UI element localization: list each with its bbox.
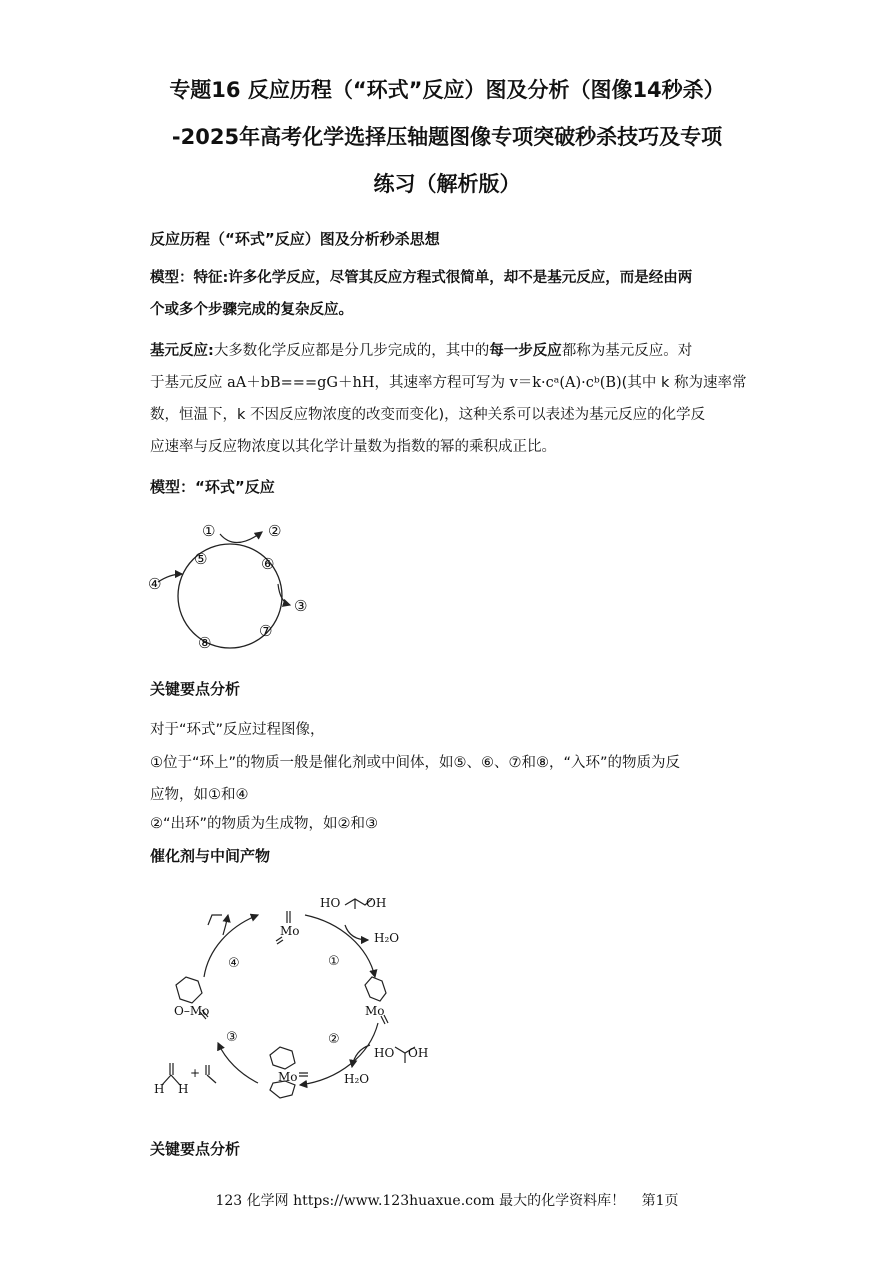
key-point-1 [150, 747, 750, 811]
cycle-label-5: ⑤ [194, 550, 208, 568]
footer-page-number: 第1页 [641, 1193, 679, 1209]
formaldehyde-h-left: H [154, 1082, 165, 1096]
section-heading: 反应历程（“环式”反应）图及分析秒杀思想 [150, 230, 440, 248]
diol-top-oh: OH [366, 896, 387, 910]
arrow-1-2 [220, 532, 262, 543]
step-4-label: ④ [228, 956, 240, 971]
step-1-label: ① [328, 954, 340, 969]
cycle-label-6: ⑥ [261, 555, 275, 573]
propene-shape [208, 915, 222, 925]
h2o-right: H₂O [344, 1072, 370, 1086]
title-line-1: 专题16 反应历程（“环式”反应）图及分析（图像14秒杀） [169, 78, 725, 102]
mo-top-oxo [287, 911, 290, 923]
acetaldehyde-co [206, 1065, 209, 1075]
ring-right [365, 977, 386, 1001]
key-analysis-heading-1: 关键要点分析 [150, 680, 241, 698]
arrow-h2o-2 [352, 1045, 370, 1067]
arc-step-1 [305, 915, 375, 977]
mo-bottom-label: Mo [278, 1070, 298, 1084]
elementary-text-4: 应速率与反应物浓度以其化学计量数为指数的幂的乘积成正比。 [150, 439, 556, 455]
title-line-2: -2025年高考化学选择压轴题图像专项突破秒杀技巧及专项 [171, 125, 723, 149]
mo-right-label: Mo [365, 1004, 385, 1018]
elementary-text-1: 大多数化学反应都是分几步完成的，其中的 [213, 343, 490, 359]
key-point-1-b: 应物，如①和④ [150, 787, 249, 803]
catalyst-heading: 催化剂与中间产物 [150, 847, 271, 865]
arc-step-3 [218, 1043, 258, 1083]
h2o-top: H₂O [374, 931, 400, 945]
footer-site: 123 化学网 https://www.123huaxue.com 最大的化学资料库！ [215, 1193, 626, 1209]
model-paragraph [150, 262, 750, 326]
key-analysis-intro: 对于“环式”反应过程图像， [150, 722, 325, 738]
elementary-text-2-end: (其中 k 称为速率常 [621, 375, 747, 391]
formaldehyde-co [170, 1063, 173, 1075]
model-label: 模型：特征: [150, 270, 229, 286]
formaldehyde-h-right: H [178, 1082, 189, 1096]
key-point-1-a: ①位于“环上”的物质一般是催化剂或中间体，如⑤、⑥、⑦和⑧，“入环”的物质为反 [150, 755, 681, 771]
page-footer [0, 1190, 894, 1210]
elementary-bold: 每一步反应 [489, 343, 562, 359]
cycle-label-3: ③ [294, 597, 308, 615]
elementary-equation: aA＋bB===gG＋hH [227, 375, 375, 391]
cycle-diagram [140, 512, 330, 662]
mo-bottom-oxo [299, 1073, 308, 1076]
arrow-propene-out [223, 915, 228, 935]
rate-equation: v＝k·cᵃ(A)·cᵇ(B) [509, 375, 622, 391]
title-line-3: 练习（解析版） [373, 172, 521, 196]
elementary-text-2-mid: ，其速率方程可写为 [374, 375, 510, 391]
mo-top-label: Mo [280, 924, 300, 938]
catalyst-diagram [140, 885, 440, 1125]
model-text-a: 许多化学反应，尽管其反应方程式很简单，却不是基元反应，而是经由两 [228, 270, 693, 286]
key-point-2: ②“出环”的物质为生成物，如②和③ [150, 816, 379, 832]
elementary-label: 基元反应: [150, 343, 214, 359]
arrow-4-in [158, 574, 182, 582]
elementary-text-1-end: 都称为基元反应。对 [561, 343, 693, 359]
mo-left-label: O–Mo [174, 1004, 210, 1018]
mo-top-oxo-2 [276, 937, 283, 944]
cycle-label-1: ① [202, 522, 216, 540]
ring-left [176, 977, 202, 1003]
cycle-label-4: ④ [148, 575, 162, 593]
plus-sign: + [190, 1066, 201, 1080]
model-text-b: 个或多个步骤完成的复杂反应。 [150, 302, 353, 318]
step-3-label: ③ [226, 1030, 238, 1045]
step-2-label: ② [328, 1032, 340, 1047]
arrow-h2o-1 [345, 925, 368, 940]
diol-right-oh: OH [408, 1046, 429, 1060]
cycle-label-7: ⑦ [259, 622, 273, 640]
arrow-3-out [278, 584, 290, 605]
cycle-label-8: ⑧ [198, 634, 212, 652]
key-analysis-heading-2: 关键要点分析 [150, 1140, 241, 1158]
cycle-label-2: ② [268, 522, 282, 540]
elementary-text-2-pre: 于基元反应 [150, 375, 228, 391]
model2-heading: 模型：“环式”反应 [150, 478, 275, 496]
elementary-text-3: 数，恒温下，k 不因反应物浓度的改变而变化)，这种关系可以表述为基元反应的化学反 [150, 407, 706, 423]
acetaldehyde-cc [207, 1075, 216, 1083]
elementary-paragraph [150, 335, 750, 463]
diol-right-ho: HO [374, 1046, 395, 1060]
diol-top-ho: HO [320, 896, 341, 910]
ring-bottom-top [270, 1047, 295, 1069]
